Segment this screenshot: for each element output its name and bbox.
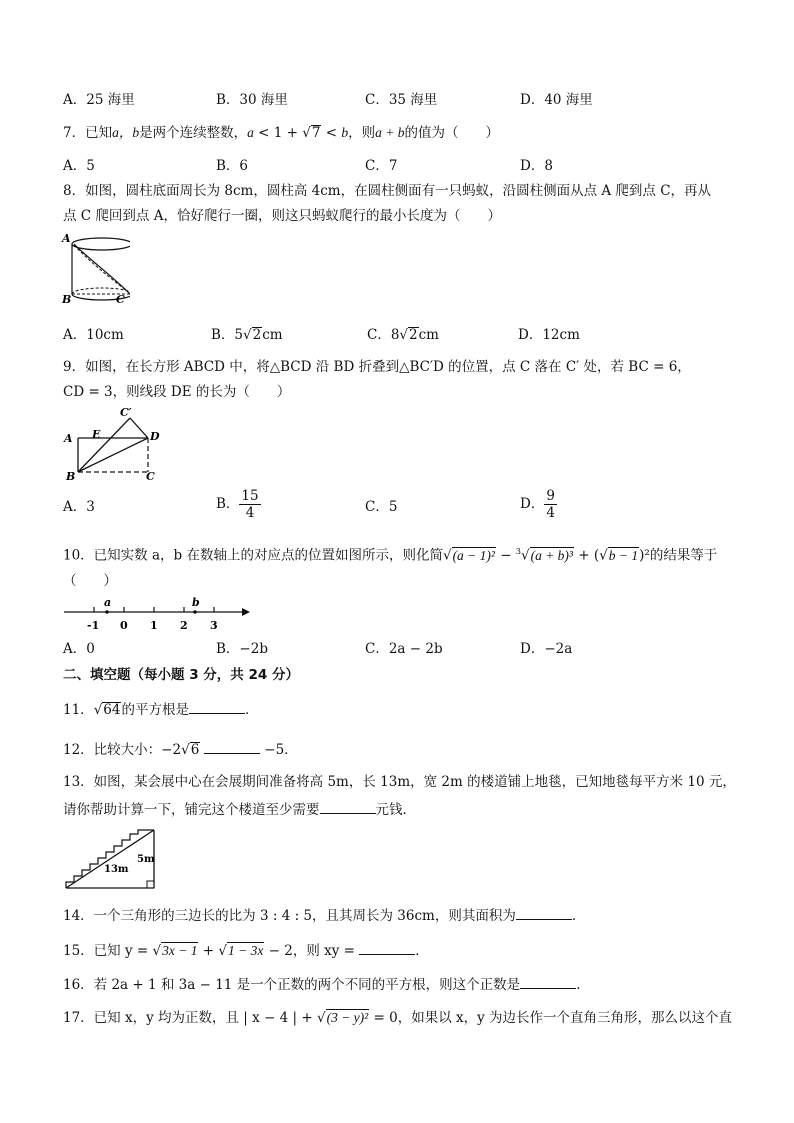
q11-answer-blank[interactable] bbox=[189, 699, 245, 714]
q7-option-b: B．6 bbox=[216, 158, 249, 174]
q12-stem: 12．比较大小：−2√6 −5． bbox=[63, 739, 298, 759]
axis-tick-0: 0 bbox=[120, 619, 128, 632]
q9-option-b: B． $\frac{15}{4}$ bbox=[216, 488, 259, 521]
q9-option-d: D． $\frac{9}{4}$ bbox=[520, 488, 555, 521]
q15-answer-blank[interactable] bbox=[359, 940, 415, 955]
q8-option-b: B．5√2cm bbox=[211, 327, 283, 343]
rect-label-cprime: C′ bbox=[120, 406, 132, 419]
q7-option-a: A．5 bbox=[63, 158, 95, 174]
q6-option-b: B．30 海里 bbox=[216, 92, 288, 108]
q16-answer-blank[interactable] bbox=[520, 974, 576, 989]
q8-option-c: C．8√2cm bbox=[367, 327, 439, 343]
q6-option-d: D．40 海里 bbox=[520, 92, 593, 108]
q10-option-c: C．2a − 2b bbox=[365, 641, 443, 657]
axis-tick-neg1: -1 bbox=[87, 619, 100, 632]
q10-option-d: D．−2a bbox=[520, 641, 573, 657]
rectangle-fold-figure bbox=[60, 404, 170, 484]
section-2-title: 二、填空题（每小题 3 分，共 24 分） bbox=[63, 667, 299, 683]
staircase-figure bbox=[62, 826, 162, 894]
axis-label-b: b bbox=[192, 596, 200, 609]
cyl-label-a: A bbox=[62, 232, 71, 245]
q14-stem: 14．一个三角形的三边长的比为 3 : 4 : 5，且其周长为 36cm，则其面积为 ． bbox=[63, 905, 585, 925]
q10-stem-line2: （ ） bbox=[63, 573, 117, 589]
q8-option-d: D．12cm bbox=[518, 327, 580, 343]
q7-option-c: C．7 bbox=[365, 158, 398, 174]
q9-stem-line2: CD = 3，则线段 DE 的长为（ ） bbox=[63, 384, 291, 400]
q17-stem: 17．已知 x，y 均为正数，且 | x − 4 | + √(3 − y)² = 0，如果以 x，y 为边长作一个直角三角形，那么以这个直 bbox=[63, 1010, 733, 1026]
q8-stem-line1: 8．如图，圆柱底面周长为 8cm，圆柱高 4cm，在圆柱侧面有一只蚂蚁，沿圆柱侧面从点 A 爬到点 C，再从 bbox=[63, 183, 712, 199]
rect-label-d: D bbox=[150, 430, 160, 443]
axis-tick-1: 1 bbox=[150, 619, 158, 632]
q9-stem-line1: 9．如图，在长方形 ABCD 中，将△BCD 沿 BD 折叠到△BC′D 的位置，点 C 落在 C′ 处，若 BC = 6， bbox=[63, 359, 691, 375]
q6-option-a: A．25 海里 bbox=[63, 92, 135, 108]
q10-option-a: A．0 bbox=[63, 641, 95, 657]
q11-stem: 11．√64的平方根是 ． bbox=[63, 699, 258, 719]
q7-option-d: D．8 bbox=[520, 158, 553, 174]
rect-label-e: E bbox=[92, 428, 101, 441]
cylinder-figure bbox=[60, 230, 130, 310]
q13-stem-line1: 13．如图，某会展中心在会展期间准备将高 5m，长 13m，宽 2m 的楼道铺上地毯，已知地毯每平方米 10 元， bbox=[63, 774, 736, 790]
q10-stem-line1: 10．已知实数 a，b 在数轴上的对应点的位置如图所示，则化简√(a − 1)² − $^3$√(a + b)³ + (√b − 1)²的结果等于 bbox=[63, 547, 718, 564]
axis-tick-2: 2 bbox=[180, 619, 188, 632]
q14-answer-blank[interactable] bbox=[516, 905, 572, 920]
q13-stem-line2: 请你帮助计算一下，铺完这个楼道至少需要 元钱． bbox=[63, 799, 416, 819]
q9-option-c: C．5 bbox=[365, 499, 398, 515]
stair-label-length: 13m bbox=[104, 864, 129, 875]
axis-tick-3: 3 bbox=[210, 619, 218, 632]
rect-label-b: B bbox=[66, 470, 76, 483]
q9-option-a: A．3 bbox=[63, 499, 95, 515]
q8-option-a: A．10cm bbox=[63, 327, 124, 343]
q15-stem: 15．已知 y = √3x − 1 + √1 − 3x − 2，则 xy = ． bbox=[63, 940, 429, 960]
cyl-label-b: B bbox=[62, 293, 72, 306]
rect-label-a: A bbox=[64, 432, 73, 445]
cyl-label-c: C bbox=[116, 293, 125, 306]
q16-stem: 16．若 2a + 1 和 3a − 11 是一个正数的两个不同的平方根，则这个正数是 ． bbox=[63, 974, 590, 994]
q13-answer-blank[interactable] bbox=[320, 799, 376, 814]
rect-label-c: C bbox=[146, 470, 155, 483]
q7-stem: 7．已知a，b是两个连续整数，a < 1 + √7 < b，则a + b的值为（ ） bbox=[63, 125, 499, 141]
stair-label-height: 5m bbox=[137, 854, 155, 865]
number-line-figure bbox=[60, 594, 260, 634]
q10-option-b: B．−2b bbox=[216, 641, 268, 657]
q8-stem-line2: 点 C 爬回到点 A，恰好爬行一圈，则这只蚂蚁爬行的最小长度为（ ） bbox=[63, 208, 501, 224]
axis-label-a: a bbox=[104, 596, 112, 609]
q6-option-c: C．35 海里 bbox=[365, 92, 438, 108]
q12-answer-blank[interactable] bbox=[204, 739, 260, 754]
